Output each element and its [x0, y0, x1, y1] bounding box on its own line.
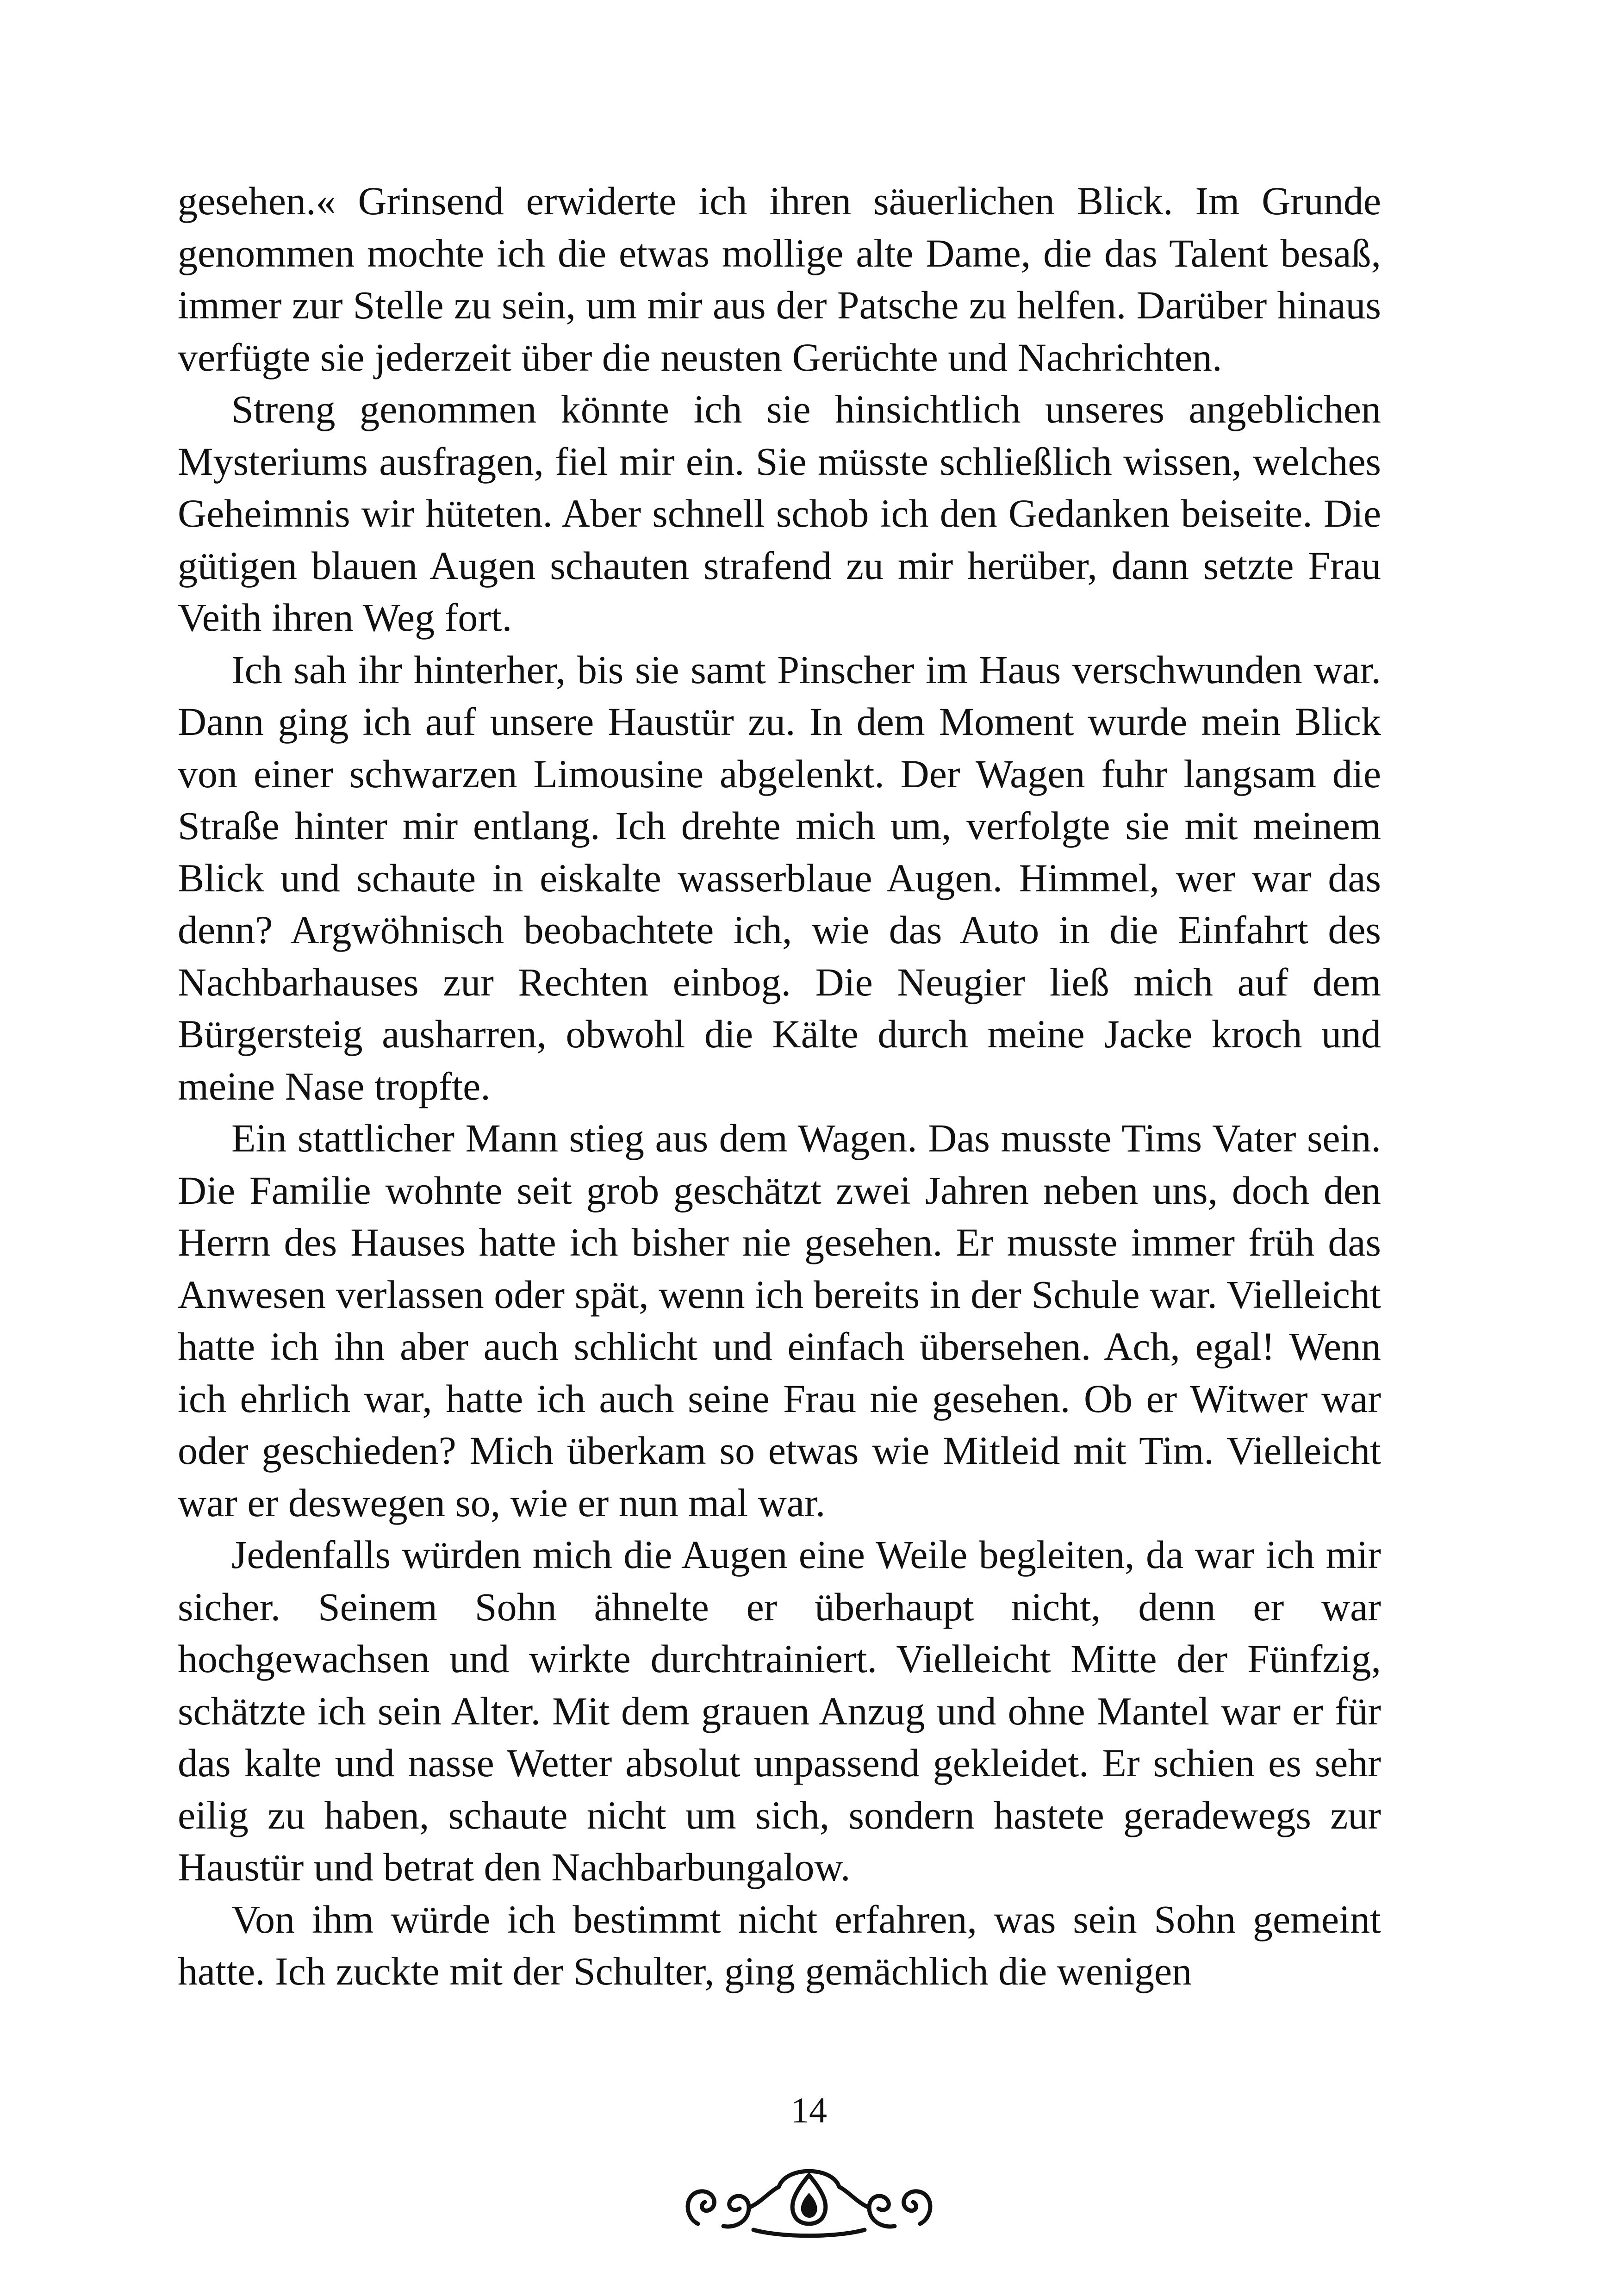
paragraph-2: Streng genommen könnte ich sie hinsichtlich unseres angeblichen Mysteriums ausfragen, fiel mir ein. Sie müsste schließlich wissen, welches Geheimnis wir hüteten. Aber schnell schob ich den Gedanken beiseite. Die gütigen blauen Augen schauten strafend zu mir herüber, dann setzte Frau Veith ihren Weg fort.: [178, 387, 1381, 640]
paragraph-6: Von ihm würde ich bestimmt nicht erfahren, was sein Sohn gemeint hatte. Ich zuckte mit der Schulter, ging gemächlich die wenigen: [178, 1897, 1381, 1993]
paragraph-5: Jedenfalls würden mich die Augen eine Weile begleiten, da war ich mir sicher. Seinem Sohn ähnelte er überhaupt nicht, denn er war hochgewachsen und wirkte durchtrainiert. Vielleicht Mitte der Fünfzig, schätzte ich sein Alter. Mit dem grauen Anzug und ohne Mantel war er für das kalte und nasse Wetter absolut unpassend gekleidet. Er schien es sehr eilig zu haben, schaute nicht um sich, sondern hastete geradewegs zur Haustür und betrat den Nachbarbungalow.: [178, 1532, 1381, 1889]
paragraph-1: gesehen.« Grinsend erwiderte ich ihren säuerlichen Blick. Im Grunde genommen mochte ich die etwas mollige alte Dame, die das Talent besaß, immer zur Stelle zu sein, um mir aus der Patsche zu helfen. Darüber hinaus verfügte sie jederzeit über die neusten Gerüchte und Nachrichten.: [178, 179, 1381, 380]
body-text: [178, 175, 1381, 1997]
page-number: 14: [791, 2090, 827, 2130]
paragraph-3: Ich sah ihr hinterher, bis sie samt Pinscher im Haus verschwunden war. Dann ging ich auf unsere Haustür zu. In dem Moment wurde mein Blick von einer schwarzen Limousine abgelenkt. Der Wagen fuhr langsam die Straße hinter mir entlang. Ich drehte mich um, verfolgte sie mit meinem Blick und schaute in eiskalte wasserblaue Augen. Himmel, wer war das denn? Argwöhnisch beobachtete ich, wie das Auto in die Einfahrt des Nachbarhauses zur Rechten einbog. Die Neugier ließ mich auf dem Bürgersteig ausharren, obwohl die Kälte durch meine Jacke kroch und meine Nase tropfte.: [178, 647, 1381, 1108]
ornamental-vignette-icon: [679, 2147, 939, 2240]
paragraph-4: Ein stattlicher Mann stieg aus dem Wagen. Das musste Tims Vater sein. Die Familie wohnte seit grob geschätzt zwei Jahren neben uns, doch den Herrn des Hauses hatte ich bisher nie gesehen. Er musste immer früh das Anwesen verlassen oder spät, wenn ich bereits in der Schule war. Vielleicht hatte ich ihn aber auch schlicht und einfach übersehen. Ach, egal! Wenn ich ehrlich war, hatte ich auch seine Frau nie gesehen. Ob er Witwer war oder geschieden? Mich überkam so etwas wie Mitleid mit Tim. Vielleicht war er deswegen so, wie er nun mal war.: [178, 1116, 1381, 1525]
